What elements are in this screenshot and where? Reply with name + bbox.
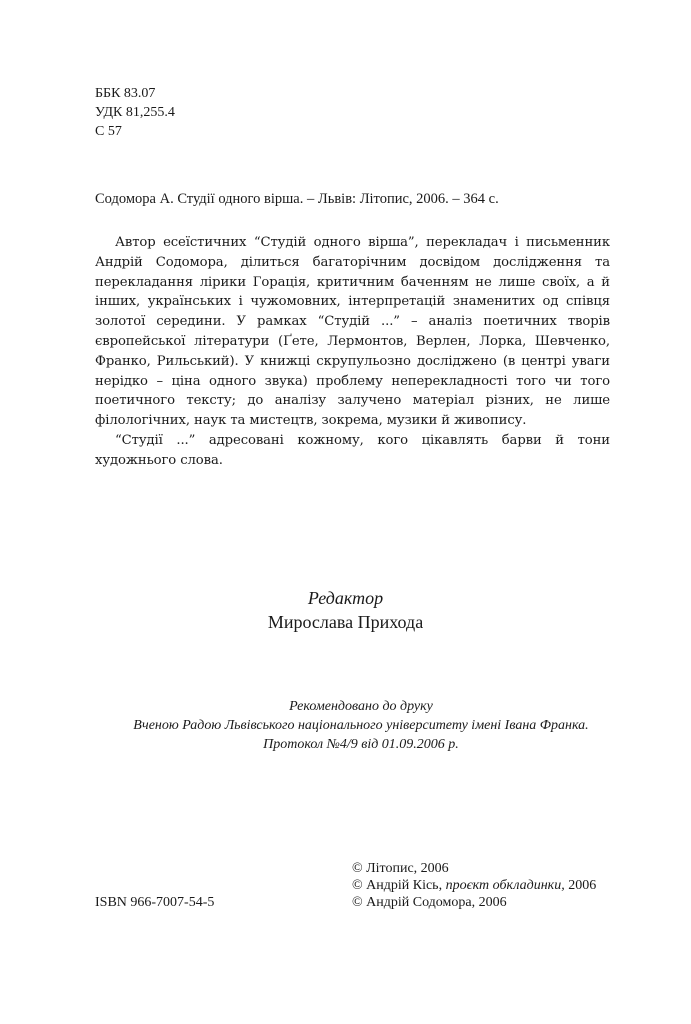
copyright-role: проєкт обкладинки, — [445, 878, 565, 893]
copyright-notices — [352, 860, 596, 911]
abstract — [95, 233, 610, 471]
copyright-line — [352, 877, 596, 894]
copyright-holder: © Андрій Кісь, — [352, 878, 446, 893]
editor-name: Мирослава Прихода — [267, 612, 424, 632]
editor-role: Редактор — [307, 588, 384, 608]
recommendation-line: Протокол №4/9 від 01.09.2006 р. — [263, 737, 459, 752]
recommendation-line: Рекомендовано до друку — [289, 699, 433, 714]
editor-block — [0, 586, 691, 634]
abstract-paragraph: “Студії ...” адресовані кожному, кого цікавлять барви й тони художнього слова. — [95, 432, 610, 468]
recommendation-line: Вченою Радою Львівського національного університету імені Івана Франка. — [133, 718, 589, 733]
copyright-line: © Андрій Содомора, 2006 — [352, 895, 507, 910]
copyright-year: 2006 — [564, 878, 597, 893]
copyright-line: © Літопис, 2006 — [352, 861, 449, 876]
classification-codes — [95, 84, 175, 141]
isbn: ISBN 966-7007-54-5 — [95, 895, 215, 910]
author-code: С 57 — [95, 124, 122, 139]
udk-code: УДК 81,255.4 — [95, 105, 175, 120]
abstract-paragraph: Автор есеїстичних “Студій одного вірша”, перекладач і письменник Андрій Содомора, ділиться багаторічним досвідом дослідження та перекладання лірики Горація, критичним баченням не лише своїх, а й інших, українських і чужомовних, інтерпретацій знаменитих од співця золотої середини. У рамках “Студій ...” – аналіз поетичних творів європейської літератури (Ґете, Лермонтов, Верлен, Лорка, Шевченко, Франко, Рильський). У книжці скрупульозно досліджено (в центрі уваги нерідко – ціна одного звука) проблему неперекладності того чи того поетичного тексту; до аналізу залучено матеріал різних, не лише філологічних, наук та мистецтв, зокрема, музики й живопису. — [95, 235, 610, 429]
bbk-code: ББК 83.07 — [95, 86, 156, 101]
recommendation-note — [0, 697, 691, 754]
bibliographic-citation: Содомора А. Студії одного вірша. – Львів: Літопис, 2006. – 364 с. — [95, 191, 499, 207]
